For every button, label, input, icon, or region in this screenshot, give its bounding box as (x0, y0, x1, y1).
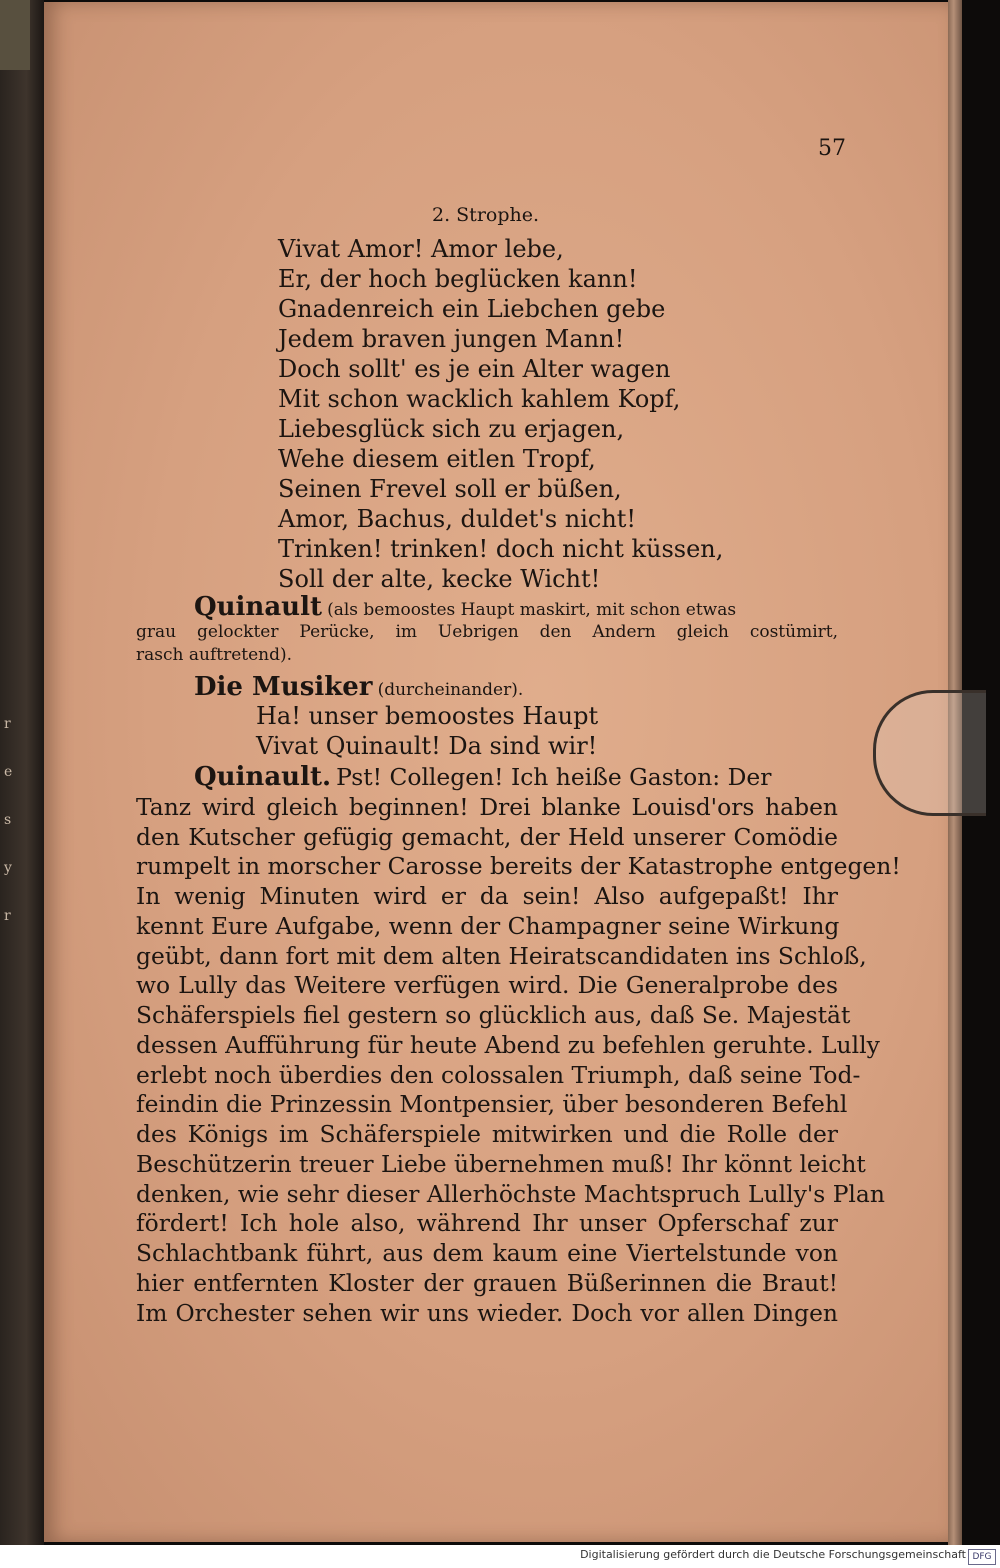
paragraph-line: denken, wie sehr dieser Allerhöchste Machtspruch Lully's Plan (136, 1180, 885, 1208)
verse-line: Wehe diesem eitlen Tropf, (278, 445, 596, 473)
paragraph-line: geübt, dann fort mit dem alten Heiratscandidaten ins Schloß, (136, 942, 867, 970)
paragraph-line: Pst! Collegen! Ich heiße Gaston: Der (336, 763, 772, 791)
verse-line: Mit schon wacklich kahlem Kopf, (278, 385, 681, 413)
speaker-name: Die Musiker (194, 672, 373, 702)
verse-line: Trinken! trinken! doch nicht küssen, (278, 535, 724, 563)
verse-line: Soll der alte, kecke Wicht! (278, 565, 601, 593)
verse-line: Ha! unser bemoostes Haupt (256, 702, 599, 730)
paragraph-line: Tanz wird gleich beginnen! Drei blanke Louisd'ors haben (136, 793, 838, 821)
adjacent-page-bleed-marks: r e s y r (4, 716, 13, 924)
verse-line: Gnadenreich ein Liebchen gebe (278, 295, 666, 323)
paragraph-line: kennt Eure Aufgabe, wenn der Champagner seine Wirkung (136, 912, 840, 940)
paragraph-line: hier entfernten Kloster der grauen Büßerinnen die Braut! (136, 1269, 838, 1297)
paragraph-line: des Königs im Schäferspiele mitwirken und die Rolle der (136, 1120, 838, 1148)
paragraph-line: In wenig Minuten wird er da sein! Also aufgepaßt! Ihr (136, 882, 838, 910)
verse-line: Jedem braven jungen Mann! (278, 325, 625, 353)
verse-line: Er, der hoch beglücken kann! (278, 265, 638, 293)
verse-line: Doch sollt' es je ein Alter wagen (278, 355, 671, 383)
paragraph-line: feindin die Prinzessin Montpensier, über besonderen Befehl (136, 1090, 848, 1118)
verse-line: Amor, Bachus, duldet's nicht! (278, 505, 637, 533)
paragraph-line: erlebt noch überdies den colossalen Triumph, daß seine Tod- (136, 1061, 861, 1089)
paragraph-line: dessen Aufführung für heute Abend zu befehlen geruhte. Lully (136, 1031, 880, 1059)
adjacent-page-edge (0, 0, 30, 70)
paragraph-line: rumpelt in morscher Carosse bereits der Katastrophe entgegen! (136, 852, 901, 880)
speaker-name: Quinault. (194, 762, 332, 792)
verse-line: Vivat Quinault! Da sind wir! (256, 732, 598, 760)
footer-credit: Digitalisierung gefördert durch die Deutsche Forschungsgemeinschaft (580, 1548, 966, 1561)
stage-direction-text: rasch auftretend). (136, 645, 293, 665)
speaker-name: Quinault (194, 592, 322, 622)
dfg-logo: DFG (968, 1549, 996, 1565)
verse-line: Liebesglück sich zu erjagen, (278, 415, 625, 443)
stage-direction-text: (als bemoostes Haupt maskirt, mit schon etwas (327, 600, 737, 620)
paragraph-line: Schlachtbank führt, aus dem kaum eine Viertelstunde von (136, 1239, 838, 1267)
page-clip (873, 690, 986, 816)
strophe-heading: 2. Strophe. (432, 204, 540, 226)
paragraph-line: Beschützerin treuer Liebe übernehmen muß! Ihr könnt leicht (136, 1150, 866, 1178)
verse-line: Seinen Frevel soll er büßen, (278, 475, 622, 503)
stage-direction-text: (durcheinander). (377, 680, 524, 700)
paragraph-line: Schäferspiels fiel gestern so glücklich aus, daß Se. Majestät (136, 1001, 851, 1029)
paragraph-line: fördert! Ich hole also, während Ihr unser Opferschaf zur (136, 1209, 838, 1237)
paragraph-line: wo Lully das Weitere verfügen wird. Die Generalprobe des (136, 971, 838, 999)
page-number: 57 (818, 136, 846, 161)
paragraph-line: Im Orchester sehen wir uns wieder. Doch vor allen Dingen (136, 1299, 838, 1327)
verse-line: Vivat Amor! Amor lebe, (278, 235, 564, 263)
stage-direction-text: grau gelockter Perücke, im Uebrigen den Andern gleich costümirt, (136, 622, 838, 642)
paragraph-line: den Kutscher gefügig gemacht, der Held unserer Comödie (136, 823, 838, 851)
